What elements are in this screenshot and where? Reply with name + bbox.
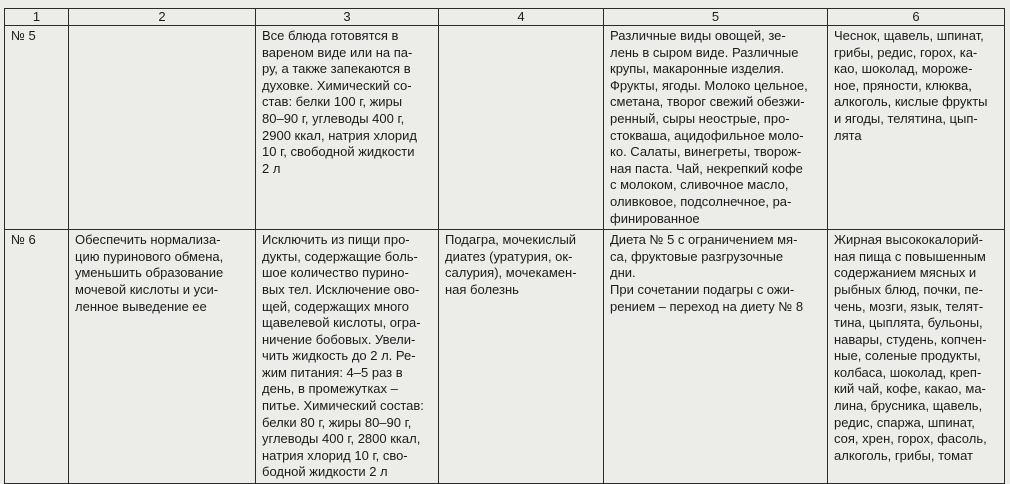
goal-cell xyxy=(69,230,256,484)
allowed-foods-paragraph-2: При сочетании подагры с ожи- рением – переход на диету № 8 xyxy=(610,281,804,314)
diet-characteristics: Исключить из пищи про- дукты, содержащие боль- шое количество пурино- вых тел. Исключение ово- щей, содержащих много щавелевой кислоты, огра- ничение бобовых. Увели- чить жидкость до 2 л. Ре- жим питания: 4–5 раз в день, в промежутках – питье. Химический состав: белки 80 г, жиры 80–90 г, углеводы 400 г, 2800 ккал, натрия хлорид 10 г, сво- бодной жидкости 2 л xyxy=(262,232,424,480)
characteristics-cell xyxy=(256,26,439,230)
excluded-foods-cell xyxy=(828,230,1005,484)
diet-indications: Подагра, мочекислый диатез (уратурия, ок- салурия), мочекамен- ная болезнь xyxy=(445,232,577,297)
diet-number-cell xyxy=(5,230,69,484)
column-header-1: 1 xyxy=(5,9,69,26)
diet-goal: Обеспечить нормализа- цию пуринового обмена, уменьшить образование мочевой кислоты и уси- ленное выведение ее xyxy=(75,232,224,314)
diet-number: № 5 xyxy=(11,28,36,43)
column-header-6: 6 xyxy=(828,9,1005,26)
characteristics-cell xyxy=(256,230,439,484)
excluded-foods: Чеснок, щавель, шпинат, грибы, редис, горох, ка- као, шоколад, мороже- ное, пряности, клюква, алкоголь, кислые фрукты и ягоды, телятина, цып- лята xyxy=(834,28,988,143)
indications-cell xyxy=(439,26,604,230)
allowed-foods-cell xyxy=(604,26,828,230)
column-header-3: 3 xyxy=(256,9,439,26)
column-header-5: 5 xyxy=(604,9,828,26)
header-row xyxy=(5,9,1005,26)
table-row xyxy=(5,26,1005,230)
allowed-foods-cell xyxy=(604,230,828,484)
column-header-4: 4 xyxy=(439,9,604,26)
diet-number: № 6 xyxy=(11,232,36,248)
table-row xyxy=(5,230,1005,484)
indications-cell xyxy=(439,230,604,484)
allowed-foods-paragraph-1: Диета № 5 с ограничением мя- са, фруктовые разгрузочные дни. xyxy=(610,232,798,281)
column-header-2: 2 xyxy=(69,9,256,26)
diet-table xyxy=(4,8,1005,484)
goal-cell xyxy=(69,26,256,230)
diet-characteristics: Все блюда готовятся в вареном виде или на па- ру, а также запекаются в духовке. Химический со- став: белки 100 г, жиры 80–90 г, углеводы 400 г, 2900 ккал, натрия хлорид 10 г, свободной жидкости 2 л xyxy=(262,28,417,176)
diet-number-cell xyxy=(5,26,69,230)
excluded-foods-cell xyxy=(828,26,1005,230)
allowed-foods: Различные виды овощей, зе- лень в сыром виде. Различные крупы, макаронные изделия. Фрукты, ягоды. Молоко цельное, сметана, творог свежий обезжи- ренный, сыры неострые, про- стокваша, ацидофильное моло- ко. Салаты, винегреты, творож- ная паста. Чай, некрепкий кофе с молоком, сливочное масло, оливковое, подсолнечное, ра- финированное xyxy=(610,28,808,226)
excluded-foods: Жирная высококалорий- ная пища с повышенным содержанием мясных и рыбных блюд, почки, пе- чень, мозги, язык, телят- тина, цыплята, бульоны, навары, студень, копчен- ные, соленые продукты, колбаса, шоколад, креп- кий чай, кофе, какао, ма- лина, брусника, щавель, редис, спаржа, шпинат, соя, хрен, горох, фасоль, алкоголь, грибы, томат xyxy=(834,232,987,463)
